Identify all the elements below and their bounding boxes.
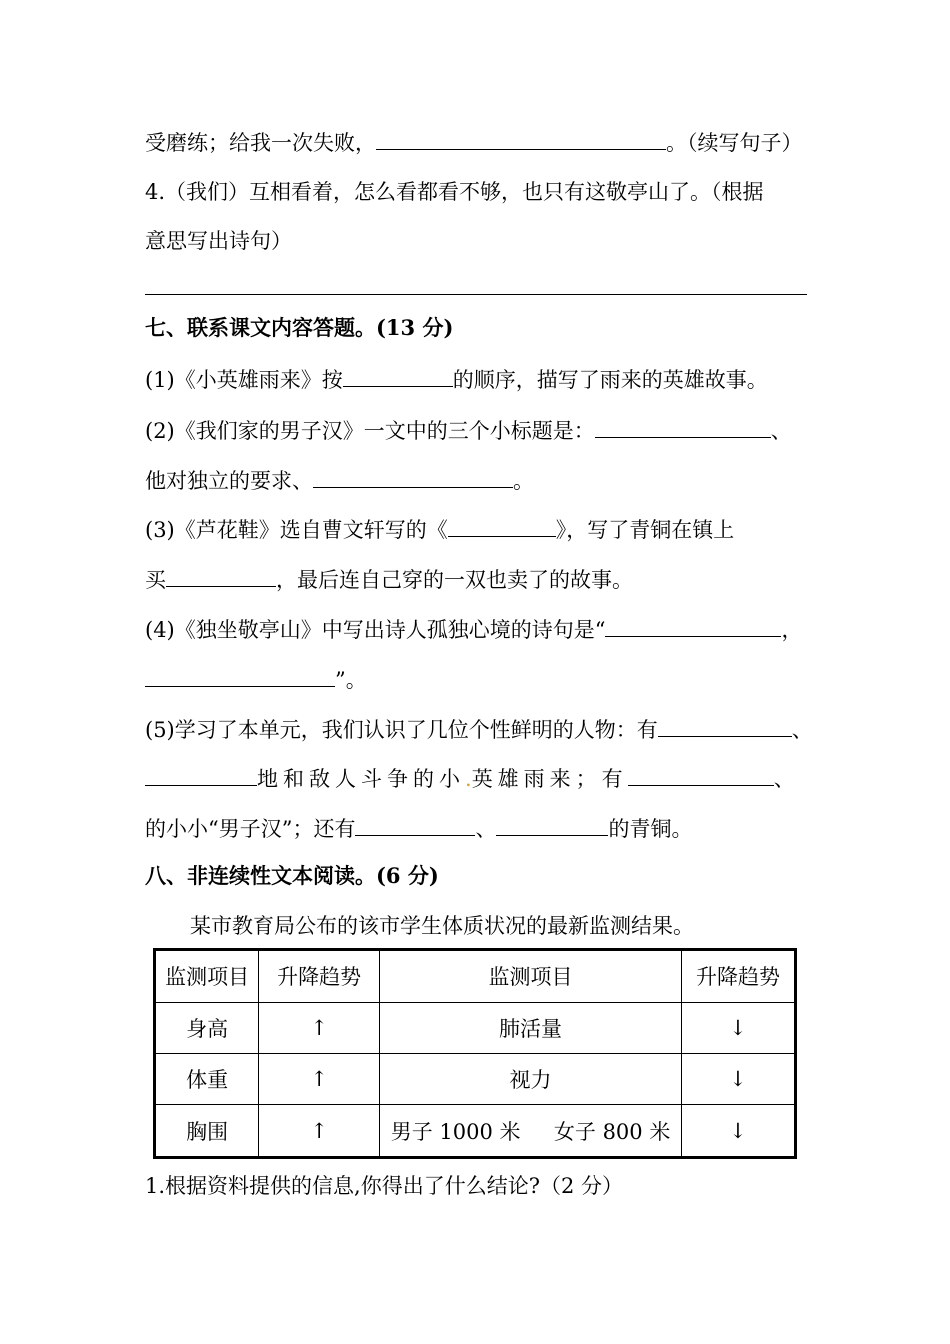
question-4-line1: 4.（我们）互相看着，怎么看都看不够，也只有这敬亭山了。（根据 xyxy=(145,180,764,204)
sec8-q1: 1.根据资料提供的信息,你得出了什么结论?（2 分） xyxy=(145,1174,624,1198)
question-4-line2: 意思写出诗句） xyxy=(145,229,292,253)
text: 买 xyxy=(145,568,166,592)
text: 。（续写句子） xyxy=(666,131,803,155)
text: 。 xyxy=(513,469,534,493)
sec7-q2-line1 xyxy=(145,415,792,445)
table-cell: 视力 xyxy=(380,1053,682,1104)
answer-blank[interactable] xyxy=(145,664,335,687)
table-header: 监测项目 xyxy=(155,950,259,1003)
text: ”。 xyxy=(335,668,367,692)
text: ，最后连自己穿的一双也卖了的故事。 xyxy=(276,568,633,592)
text: (5)学习了本单元，我们认识了几位个性鲜明的人物：有 xyxy=(145,718,658,742)
trend-down-cell: ↓ xyxy=(681,1105,795,1158)
text: 地和敌人斗争的小 xyxy=(257,767,465,791)
text: 、 xyxy=(475,817,497,841)
text: ， xyxy=(781,618,803,642)
answer-blank[interactable] xyxy=(496,813,608,836)
sec7-q4-line2 xyxy=(145,664,367,694)
table-row xyxy=(155,1002,796,1053)
text: 英雄雨来；有 xyxy=(471,767,628,791)
text: 受磨练；给我一次失败， xyxy=(145,131,376,155)
text: (2)《我们家的男子汉》一文中的三个小标题是： xyxy=(145,419,595,443)
sec7-q1 xyxy=(145,364,768,394)
section-8-title: 八、非连续性文本阅读。(6 分) xyxy=(145,863,439,888)
table-row xyxy=(155,1105,796,1158)
table-header-row xyxy=(155,950,796,1003)
answer-blank[interactable] xyxy=(605,614,781,637)
answer-blank[interactable] xyxy=(145,763,257,786)
continue-sentence-line xyxy=(145,127,803,157)
answer-blank[interactable] xyxy=(355,813,475,836)
sec7-q5-line2 xyxy=(145,763,795,793)
table-cell: 身高 xyxy=(155,1002,259,1053)
sec7-q3-line2 xyxy=(145,564,633,594)
decorative-dot: . xyxy=(465,767,472,791)
table-row xyxy=(155,1053,796,1104)
table-header: 升降趋势 xyxy=(259,950,380,1003)
answer-blank[interactable] xyxy=(313,465,513,488)
section-8-intro: 某市教育局公布的该市学生体质状况的最新监测结果。 xyxy=(190,914,694,938)
answer-blank[interactable] xyxy=(658,714,792,737)
text: 他对独立的要求、 xyxy=(145,469,313,493)
text: 、 xyxy=(773,767,795,791)
table-cell: 肺活量 xyxy=(380,1002,682,1053)
sec7-q5-line1 xyxy=(145,714,813,744)
table-header: 监测项目 xyxy=(380,950,682,1003)
answer-blank[interactable] xyxy=(628,763,774,786)
answer-blank[interactable] xyxy=(343,364,453,387)
table-cell: 胸围 xyxy=(155,1105,259,1158)
answer-blank[interactable] xyxy=(595,415,771,438)
text: 、 xyxy=(791,718,813,742)
text: (4)《独坐敬亭山》中写出诗人孤独心境的诗句是“ xyxy=(145,618,606,642)
answer-full-line[interactable] xyxy=(145,294,807,295)
text: 、 xyxy=(770,419,792,443)
text: 的青铜。 xyxy=(608,817,693,841)
trend-up-cell: ↑ xyxy=(259,1105,380,1158)
sec7-q5-line3 xyxy=(145,813,692,843)
sec7-q2-line2 xyxy=(145,465,534,495)
text: 的小小“男子汉”；还有 xyxy=(145,817,356,841)
text: (1)《小英雄雨来》按 xyxy=(145,368,343,392)
table-header: 升降趋势 xyxy=(681,950,795,1003)
table-cell: 男子 1000 米 女子 800 米 xyxy=(380,1105,682,1158)
section-7-title: 七、联系课文内容答题。(13 分) xyxy=(145,315,454,340)
trend-down-cell: ↓ xyxy=(681,1002,795,1053)
trend-down-cell: ↓ xyxy=(681,1053,795,1104)
text: 》，写了青铜在镇上 xyxy=(555,518,735,542)
trend-up-cell: ↑ xyxy=(259,1053,380,1104)
text: 的顺序，描写了雨来的英雄故事。 xyxy=(452,368,768,392)
answer-blank[interactable] xyxy=(448,514,556,537)
table-cell: 体重 xyxy=(155,1053,259,1104)
trend-up-cell: ↑ xyxy=(259,1002,380,1053)
answer-blank[interactable] xyxy=(166,564,276,587)
sec7-q3-line1 xyxy=(145,514,734,544)
sec7-q4-line1 xyxy=(145,614,802,644)
monitoring-table xyxy=(153,948,797,1159)
answer-blank[interactable] xyxy=(376,127,666,150)
text: (3)《芦花鞋》选自曹文轩写的《 xyxy=(145,518,448,542)
